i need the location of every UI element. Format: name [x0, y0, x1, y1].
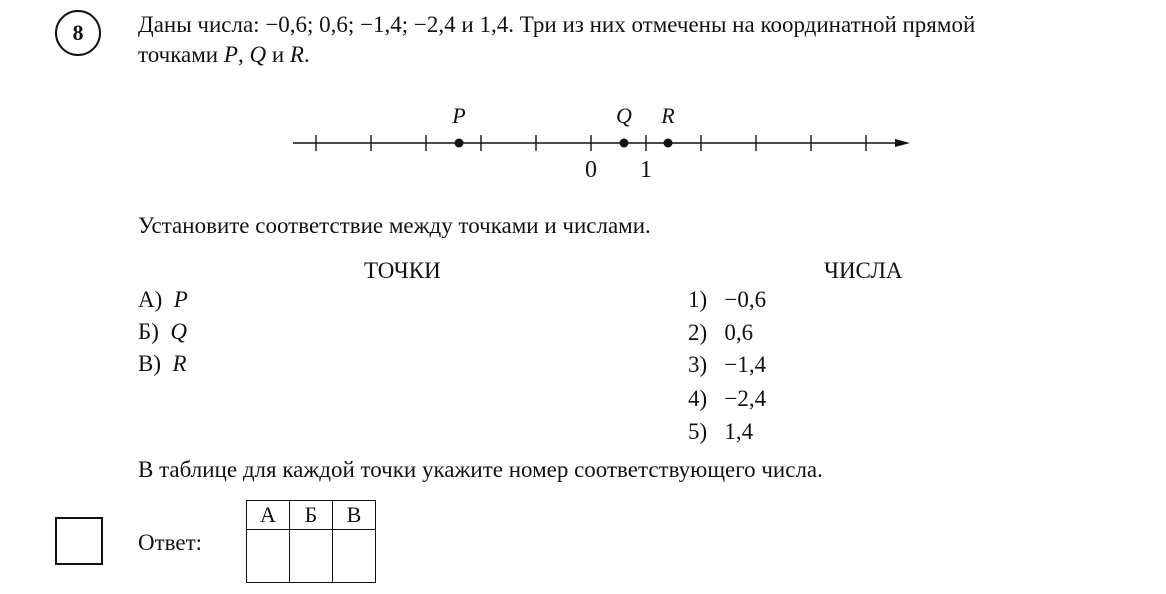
task-number: 8 — [72, 20, 84, 45]
point-label-q: Q — [616, 103, 632, 128]
answer-cell-b[interactable] — [290, 530, 333, 583]
number-item-5: 5) 1,4 — [688, 419, 754, 444]
task-statement-line2: точками P, Q и R. — [138, 42, 310, 67]
number-line — [288, 96, 918, 186]
answer-table — [246, 500, 376, 583]
answer-cell-v[interactable] — [333, 530, 376, 583]
point-r — [664, 139, 673, 148]
point-q-ref: Q — [249, 42, 267, 67]
number-item-4: 4) −2,4 — [688, 386, 767, 411]
point-item-v: В) R — [138, 351, 187, 376]
point-r-ref: R — [289, 42, 304, 67]
numbers-header: ЧИСЛА — [824, 258, 903, 283]
points-header: ТОЧКИ — [364, 258, 441, 283]
point-p — [455, 139, 464, 148]
answer-col-a: А — [247, 501, 290, 530]
axis-arrow — [895, 139, 910, 147]
point-label-r: R — [661, 103, 675, 128]
answer-cell-a[interactable] — [247, 530, 290, 583]
answer-col-b: Б — [290, 501, 333, 530]
point-item-b: Б) Q — [138, 319, 187, 344]
point-q — [620, 139, 629, 148]
task-number-badge — [55, 10, 101, 56]
matching-instruction: Установите соответствие между точками и числами. — [138, 213, 651, 238]
table-instruction: В таблице для каждой точки укажите номер соответствующего числа. — [138, 457, 823, 482]
answer-label: Ответ: — [138, 530, 203, 555]
point-label-p: P — [452, 103, 466, 128]
number-item-1: 1) −0,6 — [688, 287, 767, 312]
answer-col-v: В — [333, 501, 376, 530]
answer-checkbox[interactable] — [55, 517, 103, 565]
point-p-ref: P — [223, 42, 238, 67]
tick-label-0: 0 — [585, 157, 597, 183]
number-item-3: 3) −1,4 — [688, 352, 767, 377]
point-item-a: А) P — [138, 287, 188, 312]
task-statement: Даны числа: −0,6; 0,6; −1,4; −2,4 и 1,4. Три из них отмечены на координатной прямой — [138, 12, 976, 37]
number-item-2: 2) 0,6 — [688, 320, 754, 345]
tick-label-1: 1 — [640, 157, 652, 183]
